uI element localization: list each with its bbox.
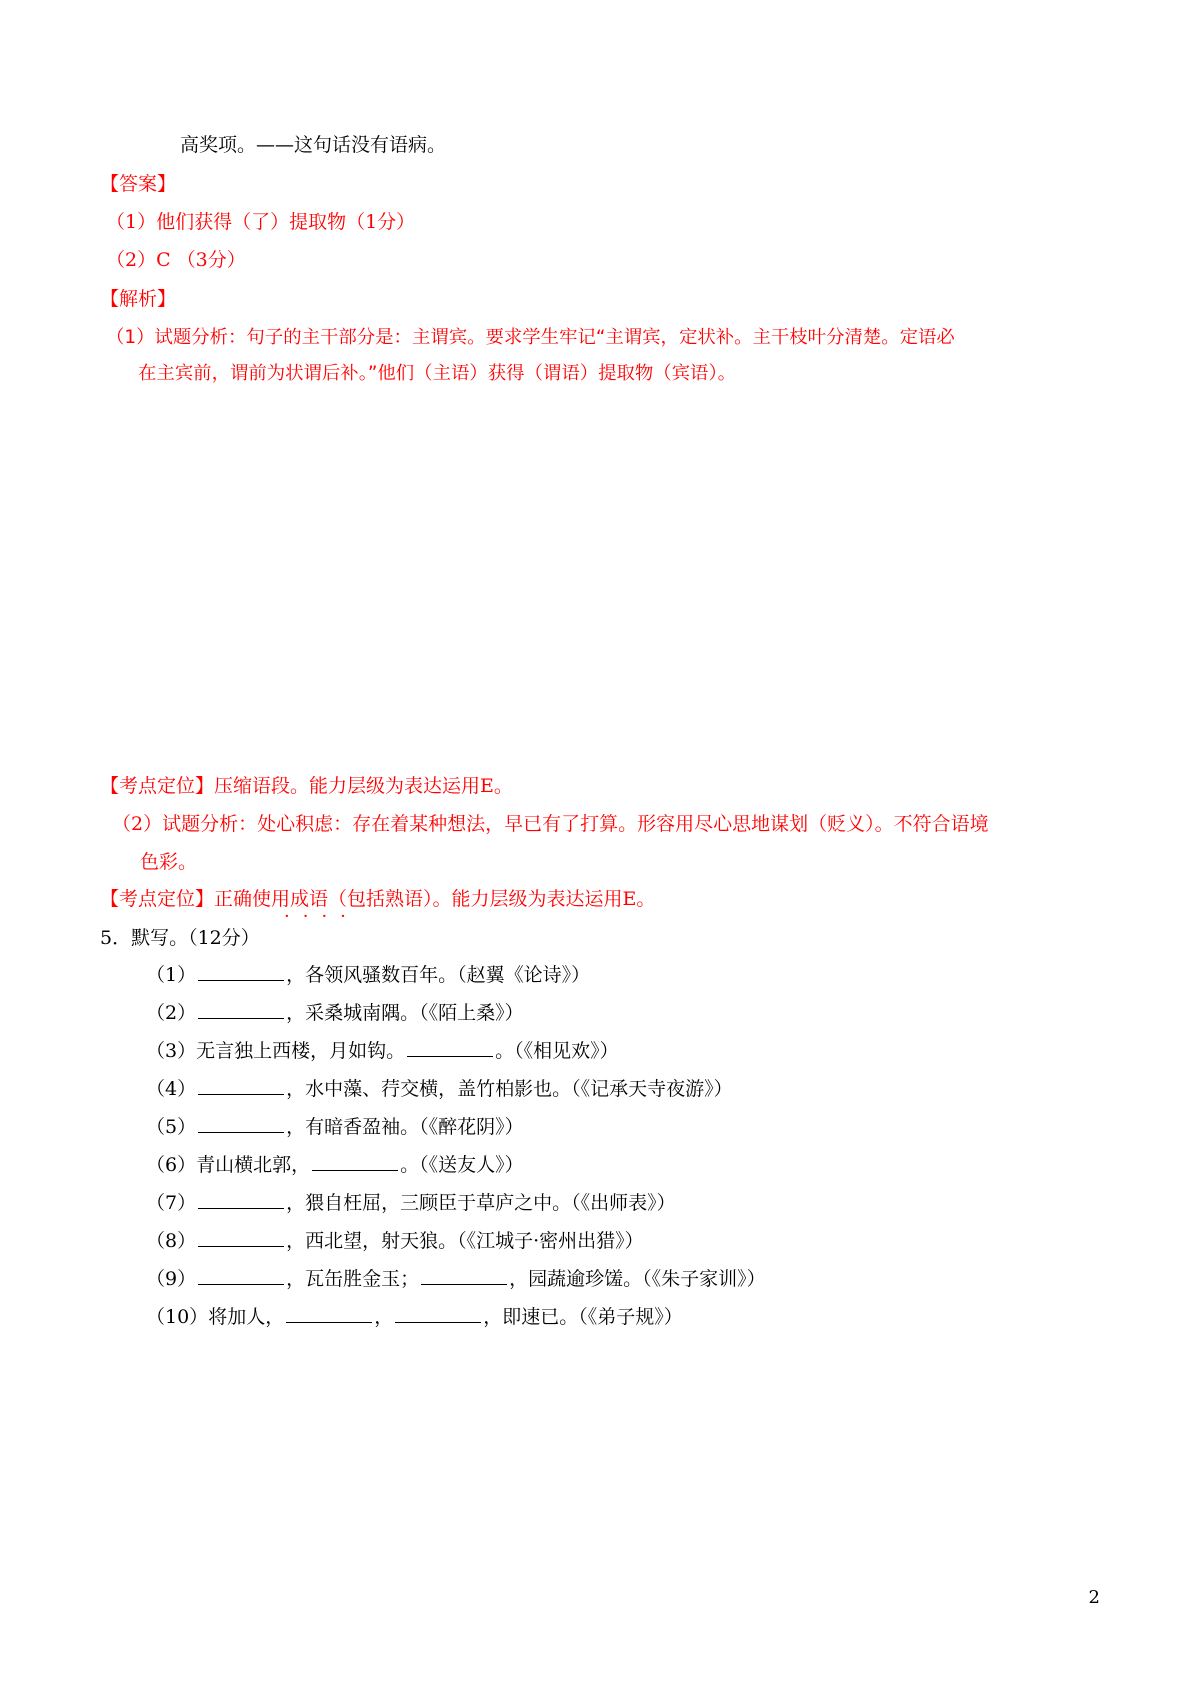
- item-number: （9）: [146, 1268, 197, 1290]
- page-number: 2: [1088, 1587, 1100, 1608]
- answer-item-2: （2）C （3分）: [106, 249, 246, 271]
- answer-blank[interactable]: [395, 1304, 481, 1323]
- item-text-before: 青山横北郭，: [196, 1154, 311, 1176]
- answer-blank[interactable]: [198, 1190, 284, 1209]
- dictation-item: [146, 1190, 676, 1216]
- item-text-before: 无言独上西楼，月如钩。: [196, 1040, 406, 1062]
- answer-blank[interactable]: [407, 1038, 493, 1057]
- emphasis-dots: ····: [284, 906, 359, 927]
- item-text: 。（《相见欢》）: [495, 1040, 619, 1062]
- item-text: ，即速已。（《弟子规》）: [483, 1306, 683, 1328]
- item-text-mid: ，: [374, 1306, 394, 1328]
- item-text: ，水中藻、荇交横，盖竹柏影也。（《记承天寺夜游》）: [286, 1078, 733, 1100]
- item-number: （6）: [146, 1154, 197, 1176]
- question-5-title: 5．默写。（12分）: [100, 927, 260, 949]
- item-number: （2）: [146, 1002, 197, 1024]
- item-number: （1）: [146, 964, 197, 986]
- answer-blank[interactable]: [421, 1266, 507, 1285]
- item-text: ，各领风骚数百年。（赵翼《论诗》）: [286, 964, 591, 986]
- answer-blank[interactable]: [198, 1000, 284, 1019]
- item-text: ，园蔬逾珍馐。（《朱子家训》）: [509, 1268, 766, 1290]
- analysis-item-2-line-2: 色彩。: [140, 851, 198, 873]
- answer-blank[interactable]: [286, 1304, 372, 1323]
- item-text: ，采桑城南隅。（《陌上桑》）: [286, 1002, 524, 1024]
- item-number: （10）: [146, 1306, 209, 1328]
- item-text-before: 将加人，: [208, 1306, 285, 1328]
- analysis-item-1-line-2: 在主宾前，谓前为状谓后补。”他们（主语）获得（谓语）提取物（宾语）。: [138, 363, 737, 384]
- analysis-heading: 【解析】: [100, 288, 177, 310]
- item-text: ，猥自枉屈，三顾臣于草庐之中。（《出师表》）: [286, 1192, 676, 1214]
- answer-blank[interactable]: [198, 1076, 284, 1095]
- item-number: （4）: [146, 1078, 197, 1100]
- dictation-item: [146, 1000, 524, 1026]
- answer-blank[interactable]: [198, 1228, 284, 1247]
- dictation-item: [146, 1304, 683, 1330]
- dictation-item: [146, 1152, 524, 1178]
- dictation-item: [146, 962, 590, 988]
- answer-item-1: （1）他们获得（了）提取物（1分）: [106, 211, 416, 233]
- dictation-item: [146, 1114, 524, 1140]
- analysis-item-2-line-1: （2）试题分析：处心积虑：存在着某种想法，早已有了打算。形容用尽心思地谋划（贬义）。不符合语境: [112, 813, 989, 835]
- item-number: （5）: [146, 1116, 197, 1138]
- answer-heading: 【答案】: [100, 173, 177, 195]
- item-text-mid: ，瓦缶胜金玉；: [286, 1268, 420, 1290]
- item-text: ，西北望，射天狼。（《江城子·密州出猎》）: [286, 1230, 644, 1252]
- answer-blank[interactable]: [198, 962, 284, 981]
- answer-blank[interactable]: [312, 1152, 398, 1171]
- dictation-item: [146, 1076, 733, 1102]
- dictation-item: [146, 1228, 644, 1254]
- top-line: 高奖项。——这句话没有语病。: [180, 134, 447, 156]
- item-number: （3）: [146, 1040, 197, 1062]
- analysis-item-1-line-1: （1）试题分析：句子的主干部分是：主谓宾。要求学生牢记“主谓宾，定状补。主干枝叶分清楚。定语必: [106, 327, 955, 348]
- dictation-item: [146, 1266, 766, 1292]
- answer-blank[interactable]: [198, 1266, 284, 1285]
- kaodian-2: 【考点定位】正确使用成语（包括熟语）。能力层级为表达运用E。: [100, 888, 656, 910]
- item-number: （7）: [146, 1192, 197, 1214]
- kaodian-1: 【考点定位】压缩语段。能力层级为表达运用E。: [100, 775, 513, 797]
- item-text: 。（《送友人》）: [400, 1154, 524, 1176]
- item-number: （8）: [146, 1230, 197, 1252]
- item-text: ，有暗香盈袖。（《醉花阴》）: [286, 1116, 524, 1138]
- dictation-item: [146, 1038, 619, 1064]
- answer-blank[interactable]: [198, 1114, 284, 1133]
